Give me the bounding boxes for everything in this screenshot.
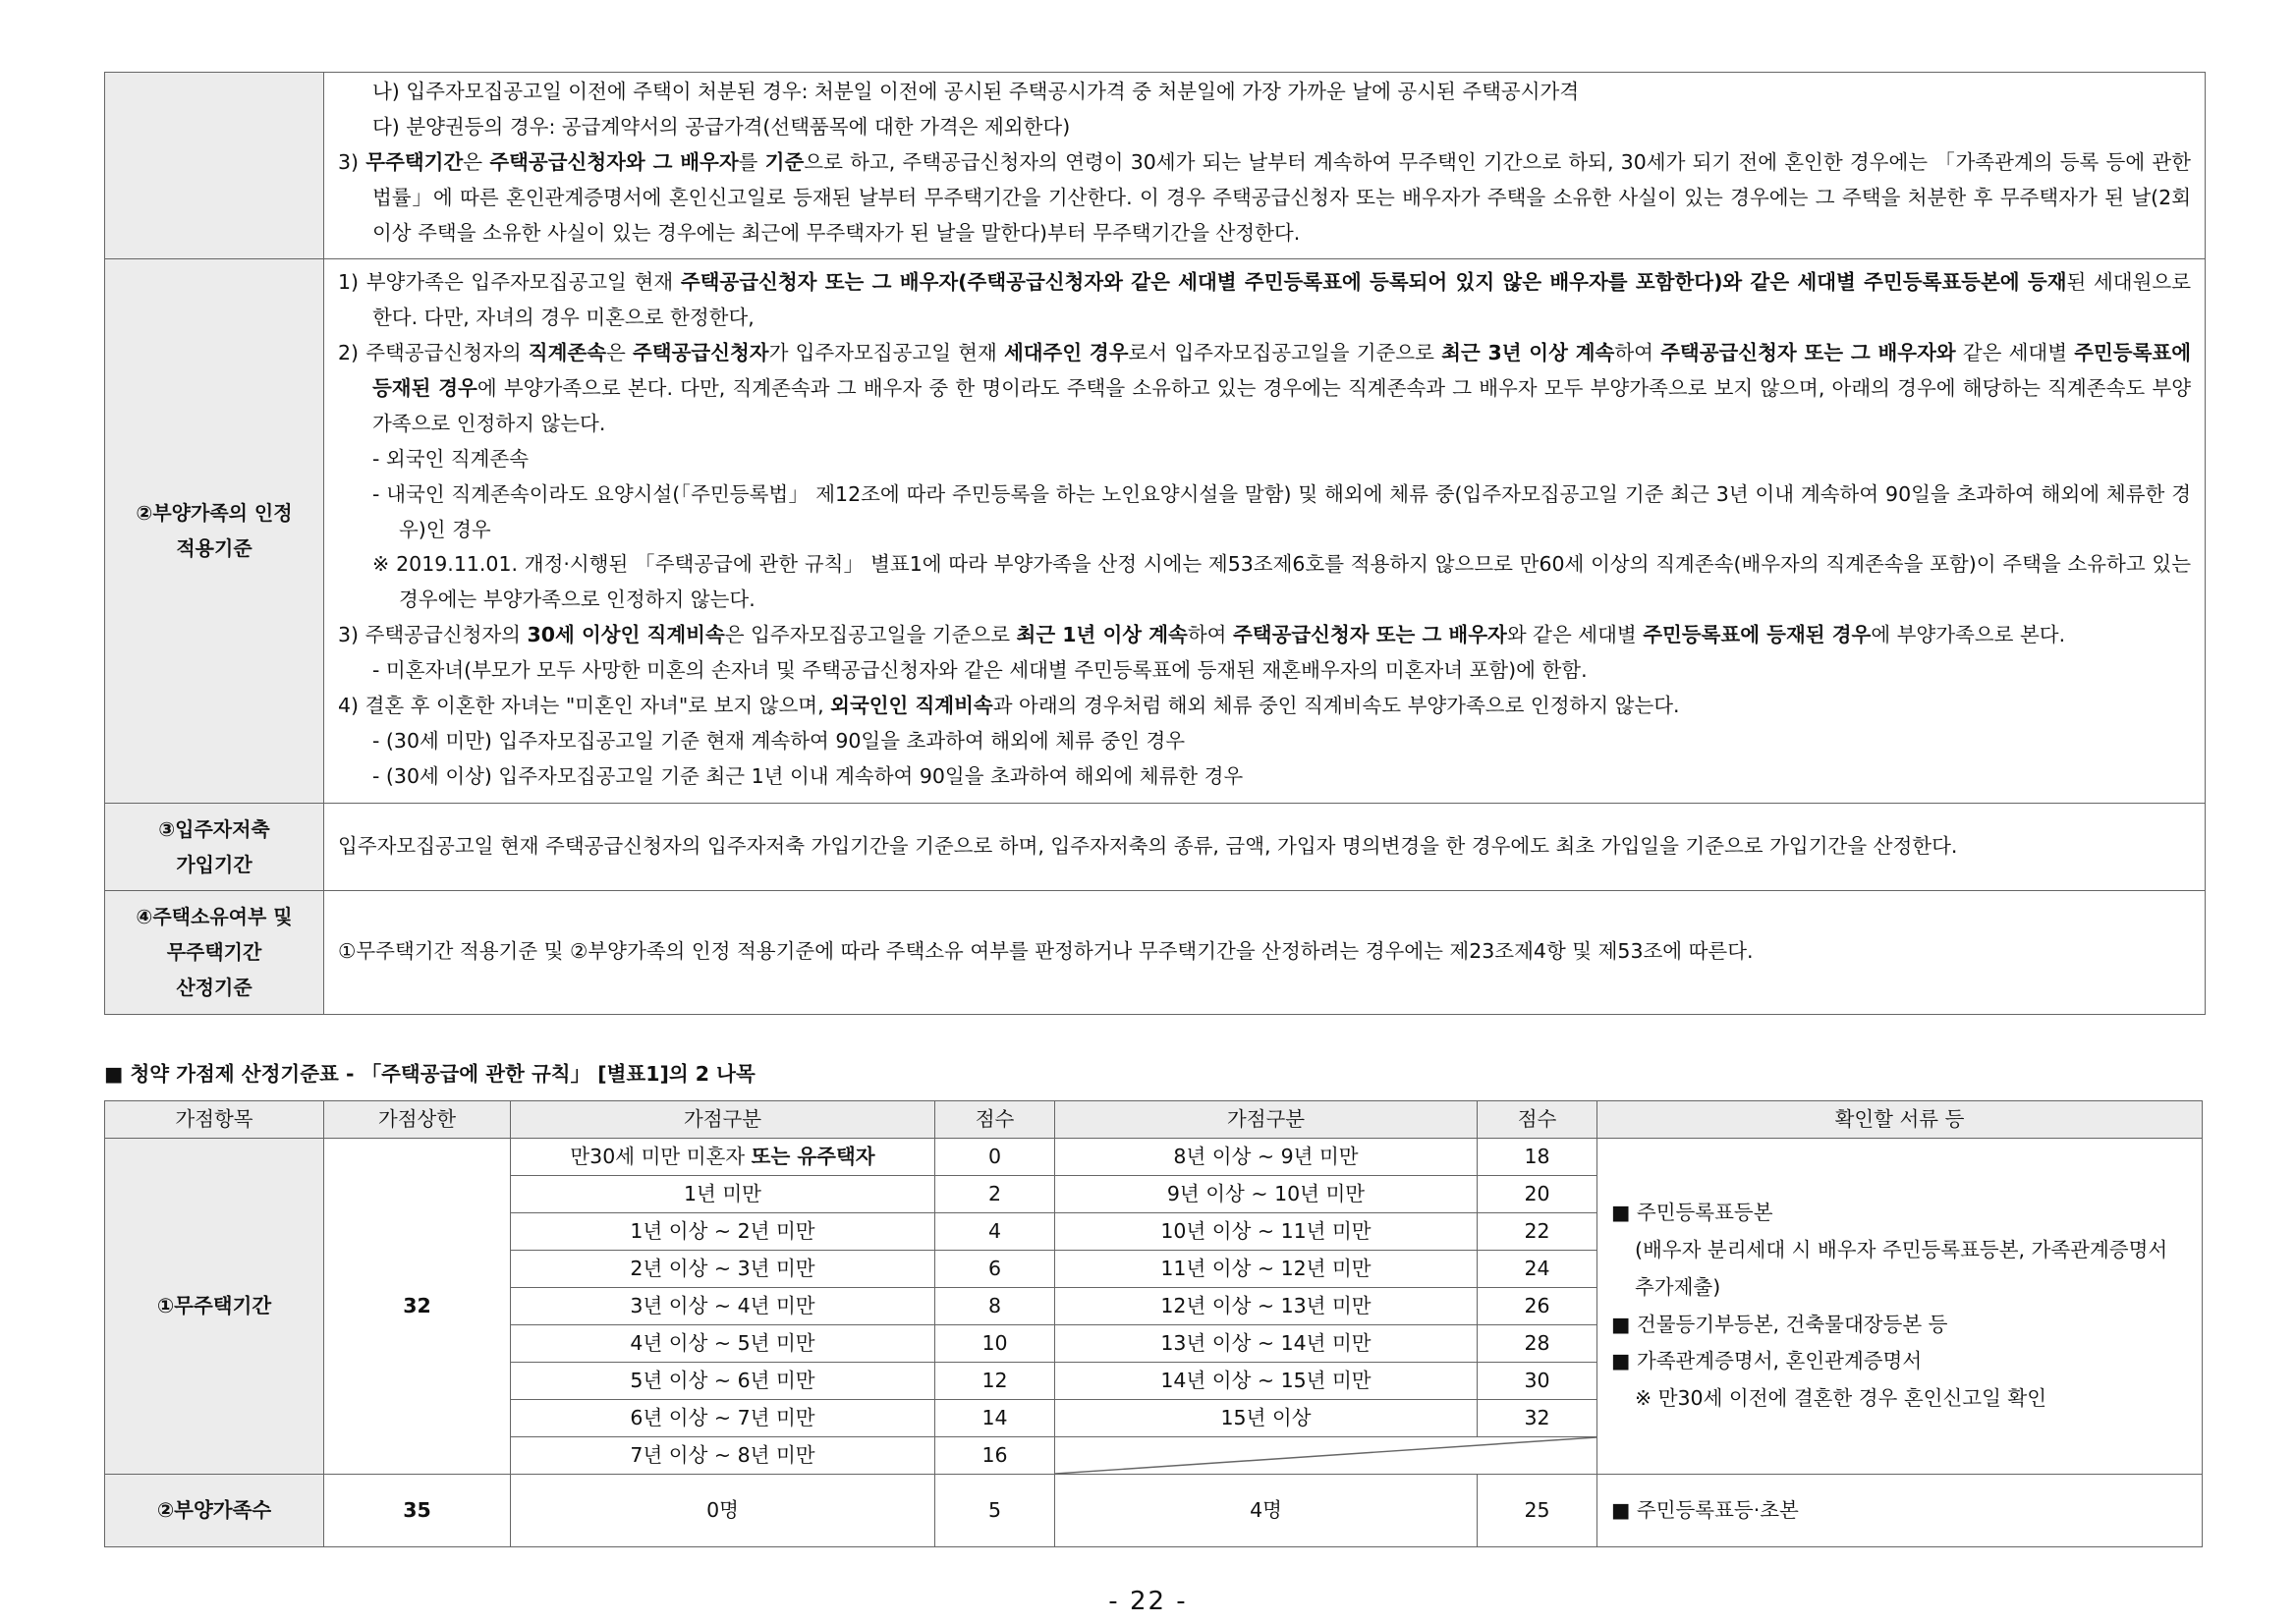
category-cell: 4명: [1055, 1475, 1478, 1547]
header-category: 가점구분: [1055, 1101, 1478, 1139]
item-number: 2): [338, 341, 366, 365]
page-number: - 22 -: [1108, 1587, 1188, 1616]
header-category: 가점구분: [511, 1101, 935, 1139]
item-number: 3): [338, 149, 366, 174]
bold-text: 무주택기간: [365, 149, 464, 174]
text: 은 입주자모집공고일을 기준으로: [724, 623, 1017, 647]
bold-text: 세대주인 경우: [1003, 341, 1129, 365]
ownership-criteria-cell: [324, 890, 2206, 1014]
bold-text: 기준: [764, 149, 805, 174]
category-cell: 6년 이상 ~ 7년 미만: [511, 1400, 935, 1437]
category-cell: 12년 이상 ~ 13년 미만: [1055, 1288, 1478, 1325]
dependents-item2-sub2: - 내국인 직계존속이라도 요양시설(「주민등록법」 제12조에 따라 주민등록을 하는 노인요양시설을 말함) 및 해외에 체류 중(입주자모집공고일 기준 최근 3년 이내 계속하여 90일을 초과하여 해외에 체류한 경우)인 경우: [372, 481, 2191, 541]
label-line: 산정기준: [176, 976, 252, 999]
table-row: [105, 73, 2206, 259]
score-cell: 20: [1478, 1176, 1597, 1213]
category-cell: 4년 이상 ~ 5년 미만: [511, 1325, 935, 1363]
ownership-criteria-text: ①무주택기간 적용기준 및 ②부양가족의 인정 적용기준에 따라 주택소유 여부를 판정하거나 무주택기간을 산정하려는 경우에는 제23조제4항 및 제53조에 따른다.: [338, 939, 1754, 964]
header-max: 가점상한: [324, 1101, 511, 1139]
bonus-points-table: [104, 1100, 2203, 1547]
label-line: ②부양가족의 인정: [136, 501, 293, 526]
category-cell: 15년 이상: [1055, 1400, 1478, 1437]
score-cell: 10: [935, 1325, 1055, 1363]
score-cell: 30: [1478, 1363, 1597, 1400]
dependents-item3-sub1: - 미혼자녀(부모가 모두 사망한 미혼의 손자녀 및 주택공급신청자와 같은 세대별 주민등록표에 등재된 재혼배우자의 미혼자녀 포함)에 한함.: [372, 658, 1588, 682]
category-cell: 5년 이상 ~ 6년 미만: [511, 1363, 935, 1400]
text: 부양가족은 입주자모집공고일 현재: [365, 270, 681, 295]
document-note: ※ 만30세 이전에 결혼한 경우 혼인신고일 확인: [1635, 1386, 2047, 1411]
no-house-period-max: 32: [324, 1139, 511, 1475]
text: 결혼 후 이혼한 자녀는 "미혼인 자녀"로 보지 않으며,: [364, 693, 831, 717]
dependents-criteria-label: [105, 259, 324, 803]
bold-text: 주택공급신청자와 그 배우자: [489, 149, 739, 174]
score-cell: 6: [935, 1251, 1055, 1288]
dependents-item3: [338, 618, 2191, 653]
score-cell: 2: [935, 1176, 1055, 1213]
dependents-item2: [338, 336, 2191, 442]
text: 은: [463, 149, 490, 174]
score-cell: 25: [1478, 1475, 1597, 1547]
score-cell: 22: [1478, 1213, 1597, 1251]
label-line: ④주택소유여부 및: [136, 905, 293, 928]
no-house-documents: [1597, 1139, 2203, 1475]
document-item: ■ 가족관계증명서, 혼인관계증명서: [1611, 1349, 1923, 1373]
table-row: [105, 890, 2206, 1014]
ownership-criteria-label: [105, 890, 324, 1014]
score-cell: 16: [935, 1437, 1055, 1475]
score-cell: 24: [1478, 1251, 1597, 1288]
score-cell: 4: [935, 1213, 1055, 1251]
text: 만30세 미만 미혼자: [570, 1144, 752, 1168]
dependents-count-item: ②부양가족수: [105, 1475, 324, 1547]
document-item: ■ 건물등기부등본, 건축물대장등본 등: [1611, 1312, 1948, 1336]
label-line: 적용기준: [176, 536, 252, 561]
bold-text: 주택공급신청자 또는 그 배우자: [1232, 623, 1507, 647]
text: 하여: [1187, 623, 1233, 647]
bold-text: 외국인인 직계비속: [830, 693, 993, 717]
dependents-item4-sub2: - (30세 이상) 입주자모집공고일 기준 최근 1년 이내 계속하여 90일을 초과하여 해외에 체류한 경우: [372, 763, 1244, 788]
no-house-period-item: ①무주택기간: [105, 1139, 324, 1475]
header-row: [105, 1101, 2203, 1139]
savings-period-label: [105, 803, 324, 890]
text: 를: [738, 149, 765, 174]
bold-text: 또는 유주택자: [751, 1144, 875, 1168]
table-row: [105, 1139, 2203, 1176]
diagonal-line: [1055, 1437, 1596, 1474]
price-criteria-cell: [324, 73, 2206, 259]
text: 하여: [1614, 341, 1661, 365]
text: 으로 하고, 주택공급신청자의 연령이 30세가 되는 날부터 계속하여 무주택인 기간으로 하되, 30세가 되기 전에 혼인한 경우에는 「가족관계의 등록 등에 관한 법률」에 따른 혼인관계증명서에 혼인신고일로 등재된 날부터 무주택기간을 기산한다. 이 경우 주택공급신청자 또는 배우자가 주택을 소유한 사실이 있는 경우에는 그 주택을 처분한 후 무주택자가 된 날(2회 이상 주택을 소유한 사실이 있는 경우에는 최근에 무주택자가 된 날을 말한다)부터 무주택기간을 산정한다.: [372, 149, 2191, 245]
dependents-documents: ■ 주민등록표등·초본: [1597, 1475, 2203, 1547]
score-cell: 8: [935, 1288, 1055, 1325]
category-cell: 0명: [511, 1475, 935, 1547]
category-cell: 13년 이상 ~ 14년 미만: [1055, 1325, 1478, 1363]
text: 에 부양가족으로 본다.: [1871, 623, 2066, 647]
text: 주택공급신청자의: [364, 623, 528, 647]
table-row: [105, 259, 2206, 803]
section-title: ■ 청약 가점제 산정기준표 - 「주택공급에 관한 규칙」 [별표1]의 2 나목: [104, 1062, 756, 1086]
dependents-item2-note: ※ 2019.11.01. 개정·시행된 「주택공급에 관한 규칙」 별표1에 따라 부양가족을 산정 시에는 제53조제6호를 적용하지 않으므로 만60세 이상의 직계존속(배우자의 직계존속을 포함)이 주택을 소유하고 있는 경우에는 부양가족으로 인정하지 않는다.: [372, 552, 2191, 612]
label-line: 가입기간: [176, 852, 252, 876]
label-line: ③입주자저축: [158, 816, 270, 841]
category-cell: 2년 이상 ~ 3년 미만: [511, 1251, 935, 1288]
text: 와 같은 세대별: [1506, 623, 1644, 647]
category-cell: 9년 이상 ~ 10년 미만: [1055, 1176, 1478, 1213]
dependents-item1: [338, 265, 2191, 336]
label-line: 무주택기간: [166, 940, 262, 964]
empty-diagonal-cell: [1055, 1437, 1597, 1475]
header-score: 점수: [935, 1101, 1055, 1139]
dependents-criteria-cell: [324, 259, 2206, 803]
score-cell: 26: [1478, 1288, 1597, 1325]
bold-text: 직계존속: [528, 341, 607, 365]
text: 로서 입주자모집공고일을 기준으로: [1128, 341, 1442, 365]
item-number: 1): [338, 270, 366, 295]
category-cell: 8년 이상 ~ 9년 미만: [1055, 1139, 1478, 1176]
text: 같은 세대별: [1955, 341, 2075, 365]
text: 가 입주자모집공고일 현재: [768, 341, 1004, 365]
category-cell: 14년 이상 ~ 15년 미만: [1055, 1363, 1478, 1400]
table-row: [105, 1475, 2203, 1547]
header-documents: 확인할 서류 등: [1597, 1101, 2203, 1139]
savings-period-text: 입주자모집공고일 현재 주택공급신청자의 입주자저축 가입기간을 기준으로 하며, 입주자저축의 종류, 금액, 가입자 명의변경을 한 경우에도 최초 가입일을 기준으로 가입기간을 산정한다.: [338, 833, 1958, 858]
item-number: 4): [338, 693, 365, 717]
bold-text: 최근 3년 이상 계속: [1441, 341, 1615, 365]
bold-text: 주택공급신청자 또는 그 배우자와: [1660, 341, 1956, 365]
bold-text: 30세 이상인 직계비속: [527, 623, 725, 647]
table-row: [105, 803, 2206, 890]
score-cell: 14: [935, 1400, 1055, 1437]
bold-text: 최근 1년 이상 계속: [1016, 623, 1188, 647]
bold-text: 주택공급신청자: [632, 341, 769, 365]
savings-period-cell: [324, 803, 2206, 890]
header-item: 가점항목: [105, 1101, 324, 1139]
price-line-na: 나) 입주자모집공고일 이전에 주택이 처분된 경우: 처분일 이전에 공시된 주택공시가격 중 처분일에 가장 가까운 날에 공시된 주택공시가격: [372, 80, 1580, 103]
item-number: 3): [338, 623, 365, 647]
category-cell: 1년 미만: [511, 1176, 935, 1213]
document-item: ■ 주민등록표등본: [1611, 1200, 1773, 1224]
bold-text: 주택공급신청자 또는 그 배우자(주택공급신청자와 같은 세대별 주민등록표에 등록되어 있지 않은 배우자를 포함한다)와 같은 세대별 주민등록표등본에 등재: [680, 270, 2067, 295]
dependents-item4-sub1: - (30세 미만) 입주자모집공고일 기준 현재 계속하여 90일을 초과하여 해외에 체류 중인 경우: [372, 728, 1186, 753]
score-cell: 0: [935, 1139, 1055, 1176]
row-label-empty: [105, 73, 324, 259]
text: 주택공급신청자의: [365, 341, 529, 365]
category-cell: [511, 1139, 935, 1176]
header-score: 점수: [1478, 1101, 1597, 1139]
dependents-item4: [338, 689, 2191, 724]
category-cell: 1년 이상 ~ 2년 미만: [511, 1213, 935, 1251]
text: 된 세대원으로 한다. 다만, 자녀의 경우 미혼으로 한정한다,: [372, 270, 2191, 330]
category-cell: 3년 이상 ~ 4년 미만: [511, 1288, 935, 1325]
category-cell: 10년 이상 ~ 11년 미만: [1055, 1213, 1478, 1251]
housing-criteria-table: [104, 72, 2206, 1015]
document-subitem: (배우자 분리세대 시 배우자 주민등록표등본, 가족관계증명서 추가제출): [1635, 1237, 2168, 1299]
text: 은: [606, 341, 633, 365]
dependents-item2-sub1: - 외국인 직계존속: [372, 446, 530, 471]
category-cell: 7년 이상 ~ 8년 미만: [511, 1437, 935, 1475]
dependents-count-max: 35: [324, 1475, 511, 1547]
bold-text: 주민등록표에 등재된 경우: [1643, 623, 1872, 647]
bold-text: 주민등록표에 등재된 경우: [372, 341, 2192, 400]
score-cell: 28: [1478, 1325, 1597, 1363]
price-line-da: 다) 분양권등의 경우: 공급계약서의 공급가격(선택품목에 대한 가격은 제외한다): [372, 114, 1071, 139]
no-house-period-item3: [338, 145, 2191, 252]
score-cell: 12: [935, 1363, 1055, 1400]
score-cell: 18: [1478, 1139, 1597, 1176]
score-cell: 5: [935, 1475, 1055, 1547]
score-cell: 32: [1478, 1400, 1597, 1437]
category-cell: 11년 이상 ~ 12년 미만: [1055, 1251, 1478, 1288]
text: 과 아래의 경우처럼 해외 체류 중인 직계비속도 부양가족으로 인정하지 않는다.: [992, 693, 1680, 717]
text: 에 부양가족으로 본다. 다만, 직계존속과 그 배우자 중 한 명이라도 주택을 소유하고 있는 경우에는 직계존속과 그 배우자 모두 부양가족으로 보지 않으며, 아래의 경우에 해당하는 직계존속도 부양가족으로 인정하지 않는다.: [372, 376, 2191, 435]
